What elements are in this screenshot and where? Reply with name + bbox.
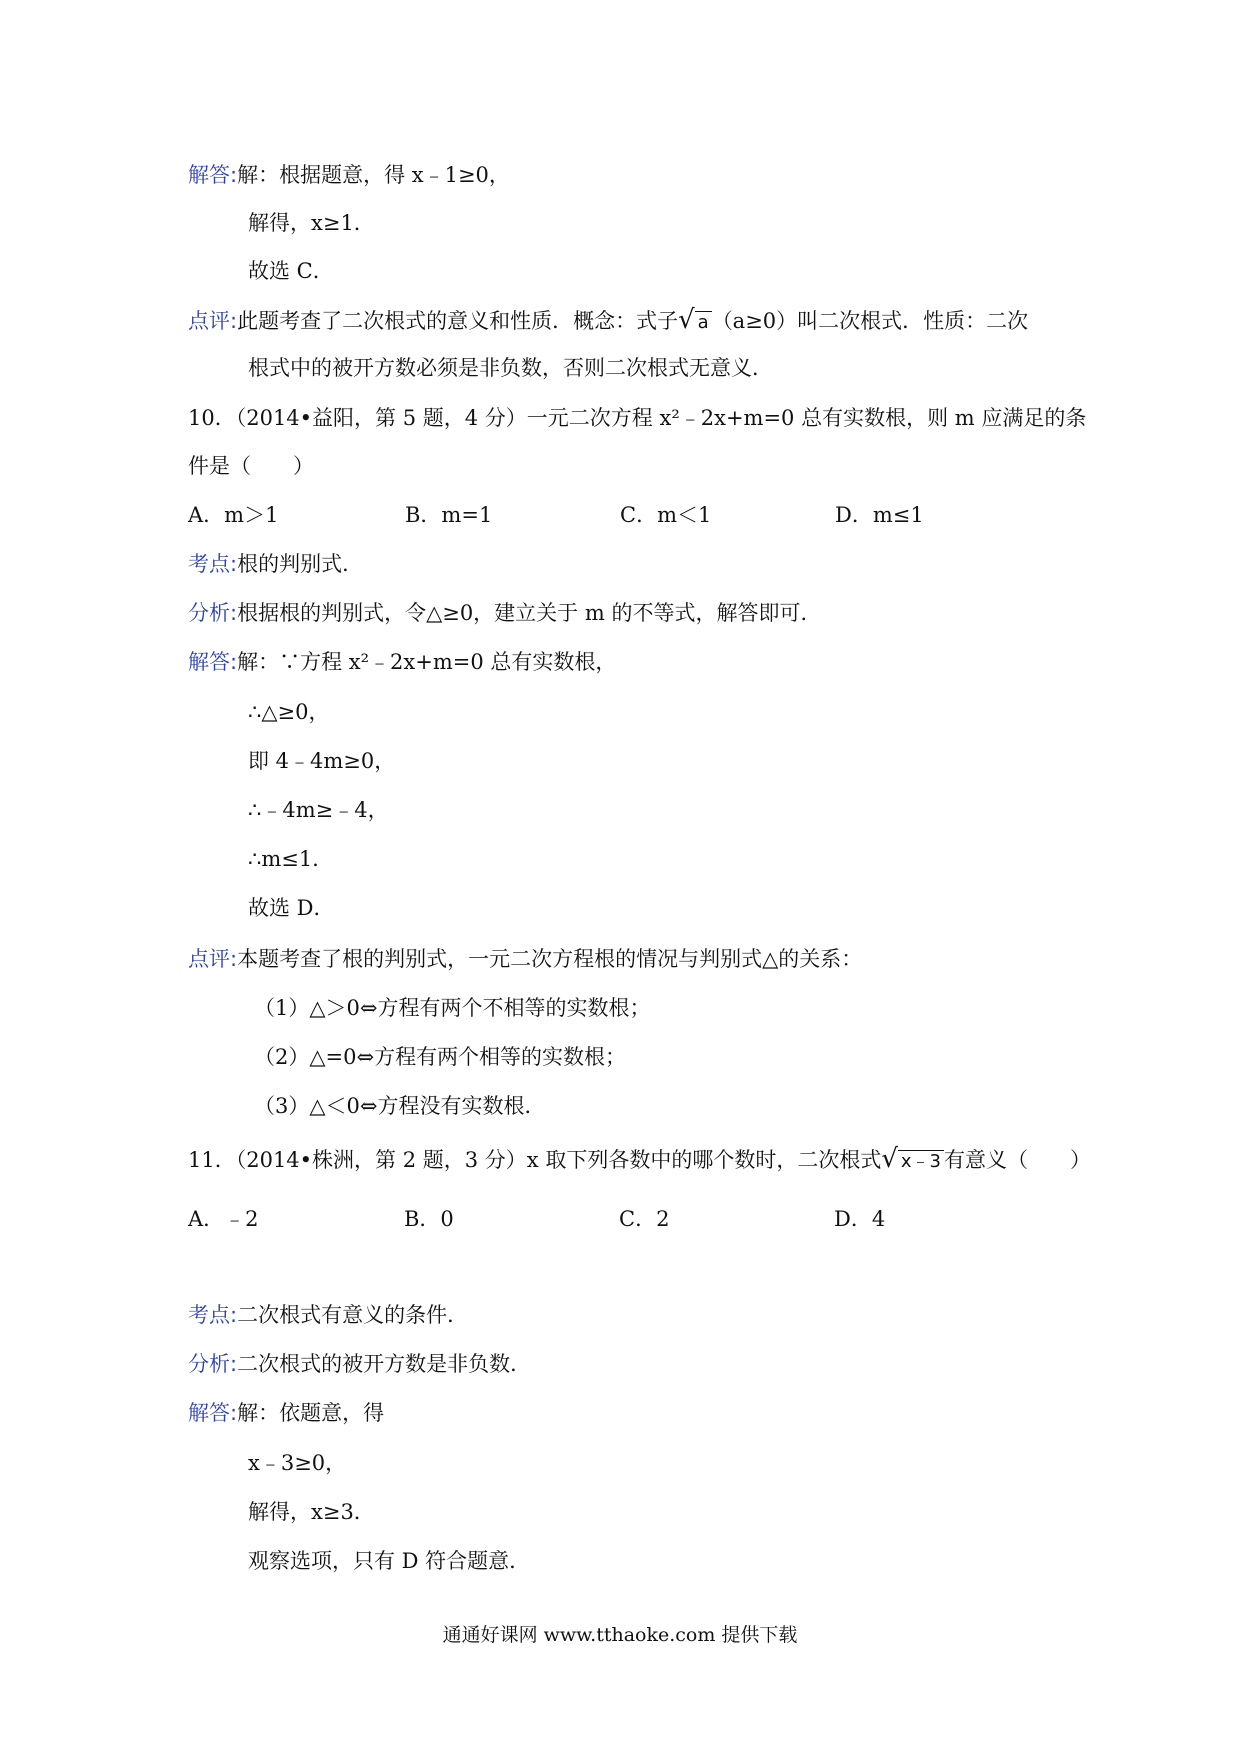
answer-line: 即 4﹣4m≥0，: [248, 749, 396, 773]
option-c: C．2: [619, 1207, 670, 1231]
answer-line: 解得，x≥3．: [248, 1500, 375, 1524]
comment-row-1: [188, 305, 1028, 338]
kaodian-label: 考点:: [188, 1303, 238, 1327]
option-a: A．﹣2: [188, 1207, 259, 1231]
answer-line: 解得，x≥1．: [248, 211, 375, 235]
radicand: x﹣3: [898, 1150, 944, 1172]
comment-text: 此题考查了二次根式的意义和性质．概念：式子: [237, 309, 679, 333]
fenxi-text: 二次根式的被开方数是非负数．: [237, 1352, 532, 1376]
question-10-stem: 10．（2014•益阳，第 5 题，4 分）一元二次方程 x²﹣2x+m=0 总有实数根，则 m 应满足的条: [188, 406, 1087, 430]
kaodian-row: [188, 549, 363, 579]
fenxi-text: 根据根的判别式，令△≥0，建立关于 m 的不等式，解答即可．: [237, 601, 822, 625]
answer-text: 解：∵方程 x²﹣2x+m=0 总有实数根，: [237, 650, 617, 674]
question-11-text: 11．（2014•株洲，第 2 题，3 分）x 取下列各数中的哪个数时，二次根式: [188, 1148, 882, 1172]
square-root-expression: √ x﹣3: [881, 1144, 944, 1177]
answer-text: 解：根据题意，得 x﹣1≥0，: [237, 163, 510, 187]
answer-label: 解答:: [188, 1401, 238, 1425]
option-b: B．0: [404, 1207, 454, 1231]
option-d: D．4: [834, 1207, 886, 1231]
radicand: a: [695, 311, 712, 333]
comment-label: 点评:: [188, 947, 238, 971]
kaodian-label: 考点:: [188, 552, 238, 576]
option-a: A．m＞1: [188, 503, 279, 527]
square-root-expression: √ a: [678, 305, 712, 338]
page-footer: 通通好课网 www.tthaoke.com 提供下载: [442, 1624, 798, 1646]
comment-line: 根式中的被开方数必须是非负数，否则二次根式无意义．: [248, 356, 773, 380]
comment-text: 本题考查了根的判别式，一元二次方程根的情况与判别式△的关系：: [237, 947, 863, 971]
answer-row-1: [188, 160, 510, 190]
answer-line: 观察选项，只有 D 符合题意．: [248, 1549, 531, 1573]
answer-row: [188, 1398, 384, 1428]
comment-line: （3）△＜0⇔方程没有实数根．: [254, 1094, 546, 1118]
fenxi-row: [188, 598, 821, 628]
kaodian-row: [188, 1300, 468, 1330]
option-c: C．m＜1: [620, 503, 712, 527]
option-b: B．m=1: [405, 503, 493, 527]
question-11-text-end: 有意义（ ）: [944, 1148, 1092, 1172]
fenxi-row: [188, 1349, 531, 1379]
answer-line: x﹣3≥0，: [248, 1451, 347, 1475]
question-11-stem: [188, 1144, 1091, 1177]
kaodian-text: 根的判别式．: [237, 552, 364, 576]
answer-line: ∴﹣4m≥﹣4，: [248, 798, 389, 822]
question-10-stem-cont: 件是（ ）: [188, 454, 314, 478]
answer-line: 故选 C．: [248, 259, 334, 283]
comment-line: （1）△＞0⇔方程有两个不相等的实数根；: [254, 996, 651, 1020]
comment-text: （a≥0）叫二次根式．性质：二次: [711, 309, 1029, 333]
fenxi-label: 分析:: [188, 601, 238, 625]
answer-label: 解答:: [188, 163, 238, 187]
comment-row: [188, 944, 862, 974]
option-d: D．m≤1: [835, 503, 924, 527]
answer-line: 故选 D．: [248, 896, 335, 920]
answer-line: ∴△≥0，: [248, 700, 330, 724]
answer-row: [188, 647, 616, 677]
answer-text: 解：依题意，得: [237, 1401, 385, 1425]
fenxi-label: 分析:: [188, 1352, 238, 1376]
comment-label: 点评:: [188, 309, 238, 333]
kaodian-text: 二次根式有意义的条件．: [237, 1303, 469, 1327]
answer-line: ∴m≤1．: [248, 847, 334, 871]
answer-label: 解答:: [188, 650, 238, 674]
comment-line: （2）△=0⇔方程有两个相等的实数根；: [254, 1045, 627, 1069]
